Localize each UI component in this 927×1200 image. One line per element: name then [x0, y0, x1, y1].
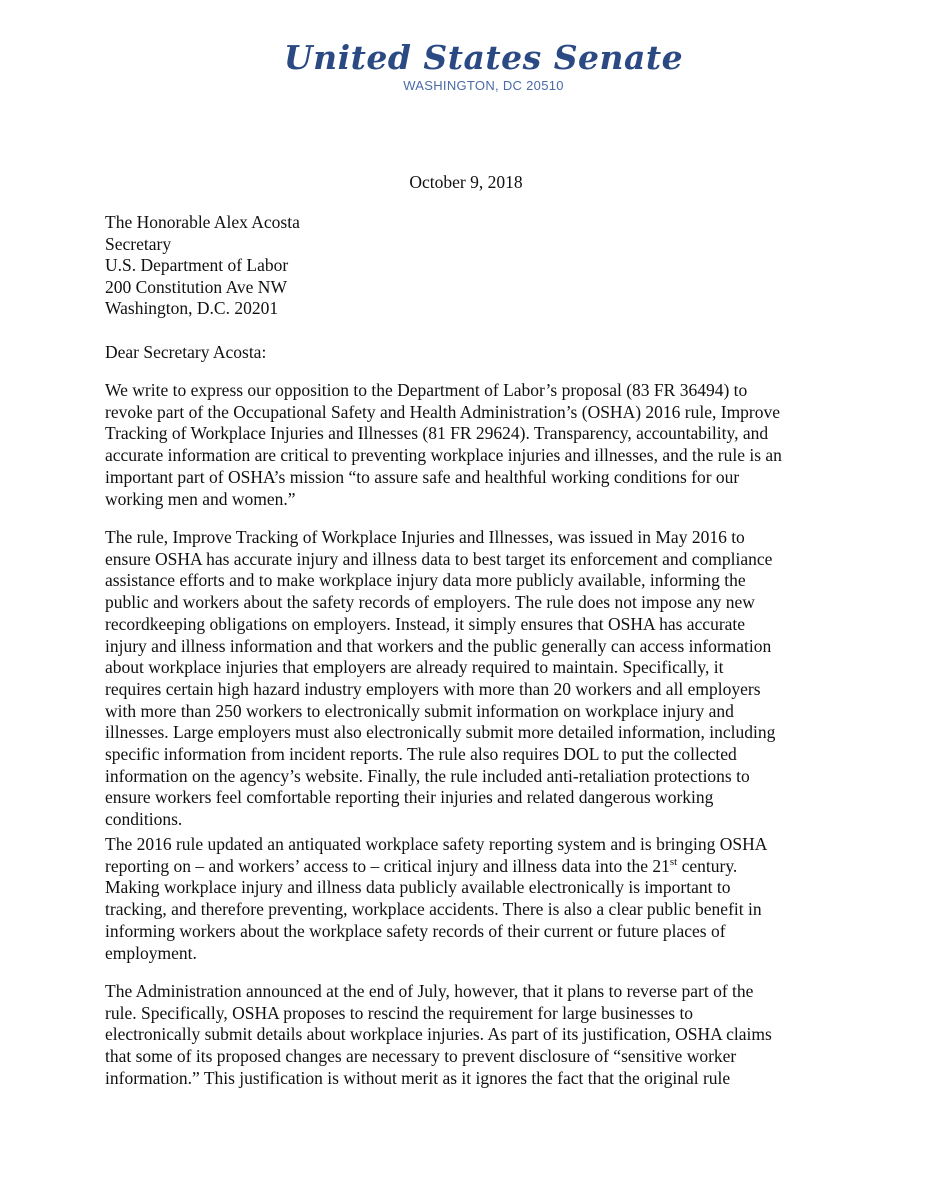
paragraph-line: tracking, and therefore preventing, workplace accidents. There is also a clear public benefit in	[105, 899, 762, 920]
recipient-line: Secretary	[105, 233, 172, 254]
recipient-line: 200 Constitution Ave NW	[105, 276, 287, 297]
paragraph-line: The rule, Improve Tracking of Workplace Injuries and Illnesses, was issued in May 2016 to	[105, 527, 745, 547]
paragraph-rule-description	[105, 527, 795, 831]
paragraph-line: assistance efforts and to make workplace injury data more publicly available, informing the	[105, 570, 746, 591]
paragraph-opposition	[105, 380, 795, 510]
paragraph-line: about workplace injuries that employers are already required to maintain. Specifically, it	[105, 657, 724, 678]
paragraph-line: We write to express our opposition to the Department of Labor’s proposal (83 FR 36494) to	[105, 380, 748, 400]
paragraph-line: requires certain high hazard industry employers with more than 20 workers and all employers	[105, 678, 761, 699]
letterhead-address: WASHINGTON, DC 20510	[403, 78, 564, 93]
recipient-address-block	[105, 212, 300, 320]
paragraph-line-with-superscript	[105, 856, 795, 878]
paragraph-line: informing workers about the workplace safety records of their current or future places of	[105, 920, 726, 941]
paragraph-line: important part of OSHA’s mission “to assure safe and healthful working conditions for our	[105, 466, 740, 487]
paragraph-line: ensure workers feel comfortable reporting their injuries and related dangerous working	[105, 787, 714, 808]
paragraph-line: employment.	[105, 942, 197, 963]
paragraph-line: that some of its proposed changes are necessary to prevent disclosure of “sensitive worker	[105, 1046, 737, 1067]
paragraph-line: accurate information are critical to preventing workplace injuries and illnesses, and the rule is an	[105, 445, 782, 466]
paragraph-line: electronically submit details about workplace injuries. As part of its justification, OSHA claims	[105, 1024, 772, 1045]
paragraph-line: illnesses. Large employers must also electronically submit more detailed information, including	[105, 722, 776, 743]
paragraph-line: revoke part of the Occupational Safety and Health Administration’s (OSHA) 2016 rule, Improve	[105, 401, 781, 422]
paragraph-line: recordkeeping obligations on employers. Instead, it simply ensures that OSHA has accurate	[105, 613, 746, 634]
paragraph-line: with more than 250 workers to electronically submit information on workplace injury and	[105, 700, 734, 721]
recipient-line: The Honorable Alex Acosta	[105, 212, 300, 232]
letterhead	[0, 38, 927, 93]
salutation: Dear Secretary Acosta:	[105, 342, 267, 362]
paragraph-line: ensure OSHA has accurate injury and illness data to best target its enforcement and compliance	[105, 548, 773, 569]
paragraph-2016-rule-update	[105, 834, 795, 964]
recipient-line: U.S. Department of Labor	[105, 255, 289, 275]
letter-date: October 9, 2018	[409, 172, 523, 192]
paragraph-line: reporting on – and workers’ access to – critical injury and illness data into the 21	[105, 855, 670, 876]
paragraph-line: working men and women.”	[105, 488, 296, 509]
paragraph-line: public and workers about the safety records of employers. The rule does not impose any new	[105, 592, 755, 613]
paragraph-line: specific information from incident reports. The rule also requires DOL to put the collected	[105, 744, 737, 765]
paragraph-line: The Administration announced at the end of July, however, that it plans to reverse part of the	[105, 981, 754, 1001]
paragraph-line-tail: century.	[677, 855, 738, 876]
paragraph-line: Tracking of Workplace Injuries and Illnesses (81 FR 29624). Transparency, accountability, and	[105, 423, 769, 444]
paragraph-line: information.” This justification is without merit as it ignores the fact that the original rule	[105, 1067, 731, 1088]
paragraph-line: Making workplace injury and illness data publicly available electronically is important to	[105, 877, 731, 898]
paragraph-administration-proposal	[105, 981, 795, 1090]
paragraph-line: information on the agency’s website. Finally, the rule included anti-retaliation protections to	[105, 765, 750, 786]
paragraph-line: injury and illness information and that workers and the public generally can access information	[105, 635, 772, 656]
recipient-line: Washington, D.C. 20201	[105, 298, 279, 318]
superscript-ordinal: st	[669, 855, 678, 868]
letterhead-title: United States Senate	[283, 38, 684, 77]
paragraph-line: The 2016 rule updated an antiquated workplace safety reporting system and is bringing OSHA	[105, 834, 768, 854]
paragraph-line: conditions.	[105, 809, 183, 830]
paragraph-line: rule. Specifically, OSHA proposes to rescind the requirement for large businesses to	[105, 1002, 694, 1023]
